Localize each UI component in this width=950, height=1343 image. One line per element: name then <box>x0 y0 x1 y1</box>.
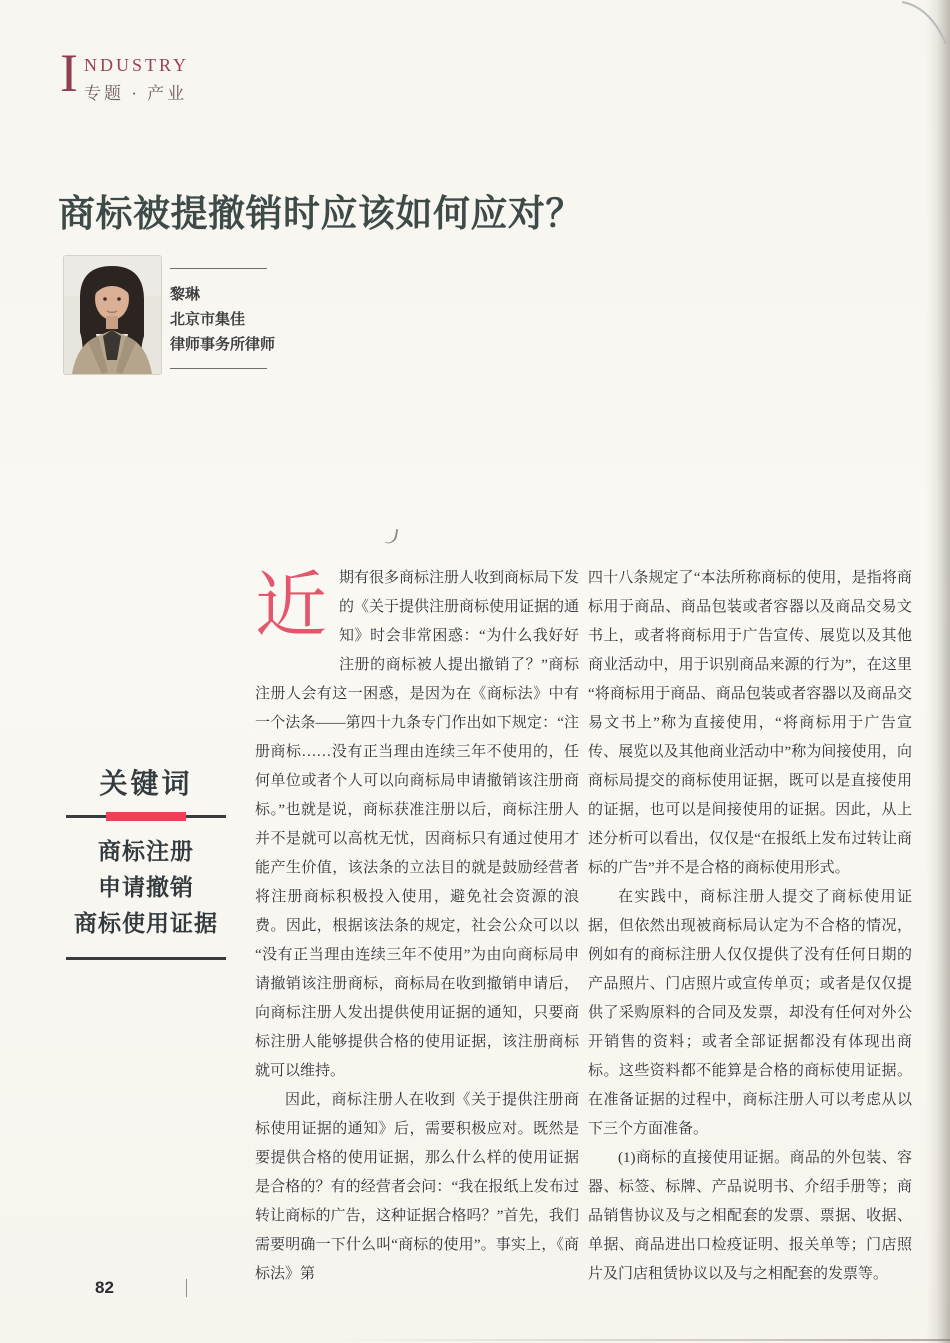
industry-logo-initial: I <box>60 43 78 103</box>
body-paragraph-2: 因此，商标注册人在收到《关于提供注册商标使用证据的通知》后，需要积极应对。既然是要提供合格的使用证据，那么什么样的使用证据是合格的？有的经营者会问：“我在报纸上发布过转让商标的广告，这种证据合格吗？”首先，我们需要明确一下什么叫“商标的使用”。事实上，《商标法》第 <box>255 1092 579 1282</box>
keywords-panel <box>66 762 226 960</box>
author-portrait-illustration <box>64 256 161 374</box>
body-paragraph-4: 在实践中，商标注册人提交了商标使用证据，但依然出现被商标局认定为不合格的情况，例如有的商标注册人仅仅提供了没有任何日期的产品照片、门店照片或宣传单页；或者是仅仅提供了采购原料的合同及发票，却没有任何对外公开销售的资料；或者全部证据都没有体现出商标。这些资料都不能算是合格的商标使用证据。在准备证据的过程中，商标注册人可以考虑从以下三个方面准备。 <box>588 889 912 1137</box>
section-masthead <box>60 43 189 104</box>
scan-edge-shadow-right <box>926 0 950 1343</box>
footer-divider <box>186 1279 187 1297</box>
section-label: 专题 · 产业 <box>83 84 188 103</box>
keywords-bottom-rule <box>66 957 226 960</box>
keyword-item: 申请撤销 <box>98 875 194 900</box>
keyword-item: 商标使用证据 <box>74 911 218 936</box>
author-photo <box>63 255 162 375</box>
keywords-list <box>66 834 226 942</box>
article-title: 商标被提撤销时应该如何应对？ <box>58 193 583 234</box>
author-block <box>63 255 276 375</box>
author-rule-bottom <box>170 368 267 369</box>
page-number: 82 <box>95 1278 114 1297</box>
body-column-left <box>255 564 579 1289</box>
body-column-right <box>588 564 912 1289</box>
author-rule-top <box>170 268 267 269</box>
author-info <box>170 255 276 375</box>
author-affiliation-line2: 律师事务所律师 <box>170 336 276 353</box>
body-paragraph-5: (1)商标的直接使用证据。商品的外包装、容器、标签、标牌、产品说明书、介绍手册等；商品销售协议及与之相配套的发票、票据、收据、单据、商品进出口检疫证明、报关单等；门店照片及门店租赁协议以及与之相配套的发票等。 <box>588 1150 912 1282</box>
scan-edge-shadow-bottom <box>0 1339 950 1341</box>
body-paragraph-1-text: 期有很多商标注册人收到商标局下发的《关于提供注册商标使用证据的通知》时会非常困惑：“为什么我好好注册的商标被人提出撤销了？”商标注册人会有这一困惑，是因为在《商标法》中有一个法条——第四十九条专门作出如下规定：“注册商标……没有正当理由连续三年不使用的，任何单位或者个人可以向商标局申请撤销该注册商标。”也就是说，商标获准注册以后，商标注册人并不是就可以高枕无忧，因商标只有通过使用才能产生价值，该法条的立法目的就是鼓励经营者将注册商标积极投入使用，避免社会资源的浪费。因此，根据该法条的规定，社会公众可以以“没有正当理由连续三年不使用”为由向商标局申请撤销该注册商标，商标局在收到撤销申请后，向商标注册人发出提供使用证据的通知，只要商标注册人能够提供合格的使用证据，该注册商标就可以维持。 <box>255 570 580 1079</box>
industry-logo-text <box>84 50 189 104</box>
scan-artifact <box>385 527 399 545</box>
body-paragraph-1 <box>255 564 579 1086</box>
scan-corner-curve <box>898 0 950 46</box>
keywords-divider <box>66 812 226 821</box>
keyword-item: 商标注册 <box>98 839 194 864</box>
dropcap: 近 <box>255 566 328 646</box>
keywords-heading: 关键词 <box>99 769 193 800</box>
page-footer <box>95 1278 187 1298</box>
author-name: 黎琳 <box>170 286 201 303</box>
author-affiliation-line1: 北京市集佳 <box>170 311 246 328</box>
body-paragraph-3: 四十八条规定了“本法所称商标的使用，是指将商标用于商品、商品包装或者容器以及商品交易文书上，或者将商标用于广告宣传、展览以及其他商业活动中，用于识别商品来源的行为”，在这里“将商标用于商品、商品包装或者容器以及商品交易文书上”称为直接使用，“将商标用于广告宣传、展览以及其他商业活动中”称为间接使用，向商标局提交的商标使用证据，既可以是直接使用的证据，也可以是间接使用的证据。因此，从上述分析可以看出，仅仅是“在报纸上发布过转让商标的广告”并不是合格的商标使用形式。 <box>588 570 912 876</box>
keywords-divider-red-bar <box>106 812 186 821</box>
industry-logo-name: NDUSTRY <box>83 55 189 75</box>
